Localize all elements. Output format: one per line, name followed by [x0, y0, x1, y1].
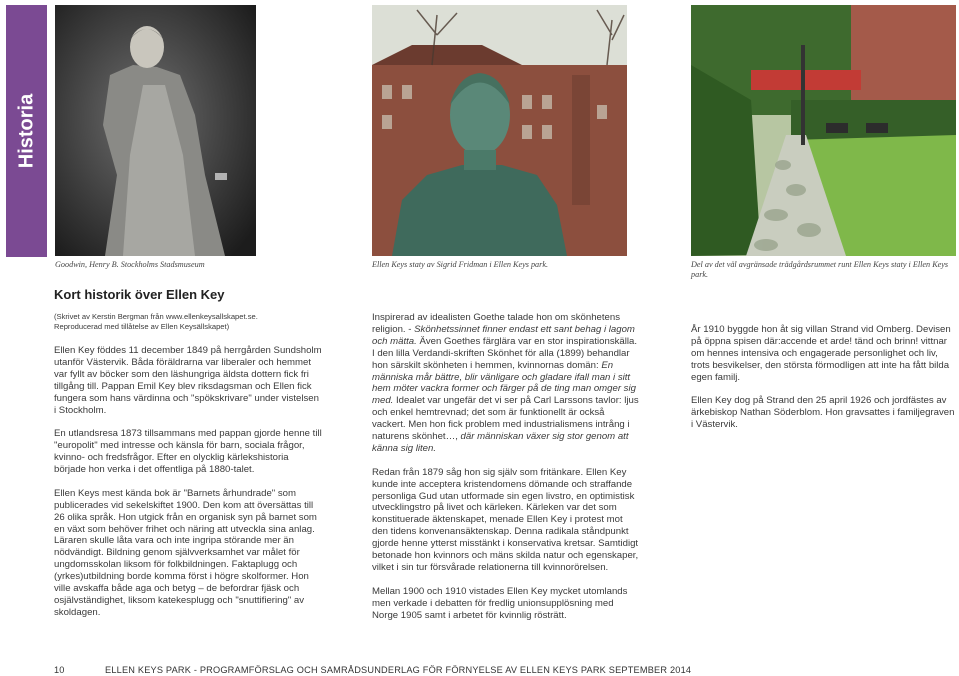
text-run: Inspirerad av idealisten Goethe talade hon om skönhetens religion. -	[372, 312, 620, 335]
paragraph: Redan från 1879 såg hon sig själv som fritänkare. Ellen Key kunde inte acceptera kristendomens dömande och straffande personliga Gud utan utformade sin egen livstro, en optimistisk utvecklingstro på livet och kärleken. Kärleken var det som konstituerade äktenskapet, menade Ellen Key i protest mot den tidens konvenansäktenskap. Denna radikala ståndpunkt gjorde henne ytterst misstänkt i konservativa kretsar. Samtidigt betonade hon kvinnors och mäns skilda natur och egenskaper, vilket i sin tur försvårade relationerna till kvinnorörelsen.	[372, 466, 639, 574]
paragraph: År 1910 byggde hon åt sig villan Strand vid Omberg. Devisen på öppna spisen där:accende et arde! tänd och brinn! vittnar om hennes intensiva och engagerade personlighet och liv, trots besvikelser, den största förmodligen att inte ha fått bilda egen familj.	[691, 324, 951, 383]
text-run: Även Goethes färglära var en stor inspirationskälla. I den lilla Verdandi-skriften Skönhet för alla (1899) behandlar hon särskilt skönheten i hemmen, kvinnornas domän:	[372, 335, 638, 371]
paragraph: Ellen Keys mest kända bok är "Barnets århundrade" som publicerades vid sekelskiftet 1900. Den kom att översättas till 26 olika språk. Hon utgick från en organisk syn på barnet som en växt som behöver frihet och näring att utveckla sina anlag. Läraren skulle låta vara och inte ingripa störande mer än nödvändigt. Bildning genom självverksamhet var målet för ungdomsskolan liksom för folkbildningen. Faktaplugg och (yrkes)utbildning borde komma först i högre skolformer. Hon ville avskaffa både aga och betyg – de befordrar fjäsk och osjälvständighet, liksom katekesplugg och "snuttifiering" av skoldagen.	[54, 487, 317, 618]
source-note	[54, 312, 322, 332]
paragraph: En utlandsresa 1873 tillsammans med pappan gjorde henne till "europolit" med intresse och känsla för barn, sociala frågor, kvinno- och fredsfrågor. Efter en olycklig kärlekshistoria började hon verka i det offentliga på 1880-talet.	[54, 428, 322, 476]
text-run: Idealet var ungefär det vi ser på Carl Larssons tavlor: ljus och enkel hemtrevnad; det som är funktionellt är också vackert. Men hon fick problem med industrialismens intrång i naturens skönhet…,	[372, 395, 639, 443]
footer-title: ELLEN KEYS PARK - PROGRAMFÖRSLAG OCH SAMRÅDSUNDERLAG FÖR FÖRNYELSE AV ELLEN KEYS PARK SEPTEMBER 2014	[105, 665, 692, 675]
source-line: (Skrivet av Kerstin Bergman från www.ellenkeysallskapet.se.	[54, 312, 258, 321]
photo-ellen-key-portrait	[55, 5, 256, 256]
quote-run: Skönhetssinnet finner endast ett sant behag i lagom och mätta.	[372, 323, 635, 347]
text-column-2	[372, 312, 640, 633]
photo-caption: Ellen Keys staty av Sigrid Fridman i Ellen Keys park.	[372, 260, 549, 269]
paragraph: Mellan 1900 och 1910 vistades Ellen Key mycket utomlands men verkade i debatten för fredlig unionsupplösning med Norge 1905 samt i arbetet för kvinnlig rösträtt.	[372, 585, 628, 621]
photo-garden-room	[691, 5, 956, 256]
source-line: Reproducerad med tillåtelse av Ellen Keysällskapet)	[54, 322, 230, 331]
paragraph	[372, 312, 640, 455]
section-heading: Kort historik över Ellen Key	[54, 287, 225, 302]
photo-caption: Goodwin, Henry B. Stockholms Stadsmuseum	[55, 260, 205, 269]
paragraph: Ellen Key föddes 11 december 1849 på herrgården Sundsholm utanför Västervik. Båda föräldrarna var liberaler och hemmet var fyllt av böcker som den läshungriga äldsta dottern fick fri tillgång till. Pappan Emil Key blev riksdagsman och Ellen fick fungera som hans värdinna och "spökskrivare" under vistelsen i Stockholm.	[54, 345, 322, 416]
paragraph: Ellen Key dog på Strand den 25 april 1926 och jordfästes av ärkebiskop Nathan Söderblom. Hon gravsattes i familjegraven i Västervik.	[691, 395, 955, 431]
quote-run: där människan växer sig stor genom att känna sig liten.	[372, 431, 629, 454]
page-number: 10	[54, 665, 65, 675]
text-column-3	[691, 324, 957, 443]
text-column-1	[54, 312, 322, 631]
photo-caption: Del av det väl avgränsade trädgårdsrummet runt Ellen Keys staty i Ellen Keys park.	[691, 260, 949, 279]
section-tab-label: Historia	[15, 93, 37, 169]
quote-run: En människa mår bättre, blir vänligare och gladare ifall man i sitt hem möter vackra former och färger på de ting man omger sig med.	[372, 359, 636, 407]
section-tab-historia	[6, 5, 47, 257]
photo-statue-ellen-key	[372, 5, 627, 256]
